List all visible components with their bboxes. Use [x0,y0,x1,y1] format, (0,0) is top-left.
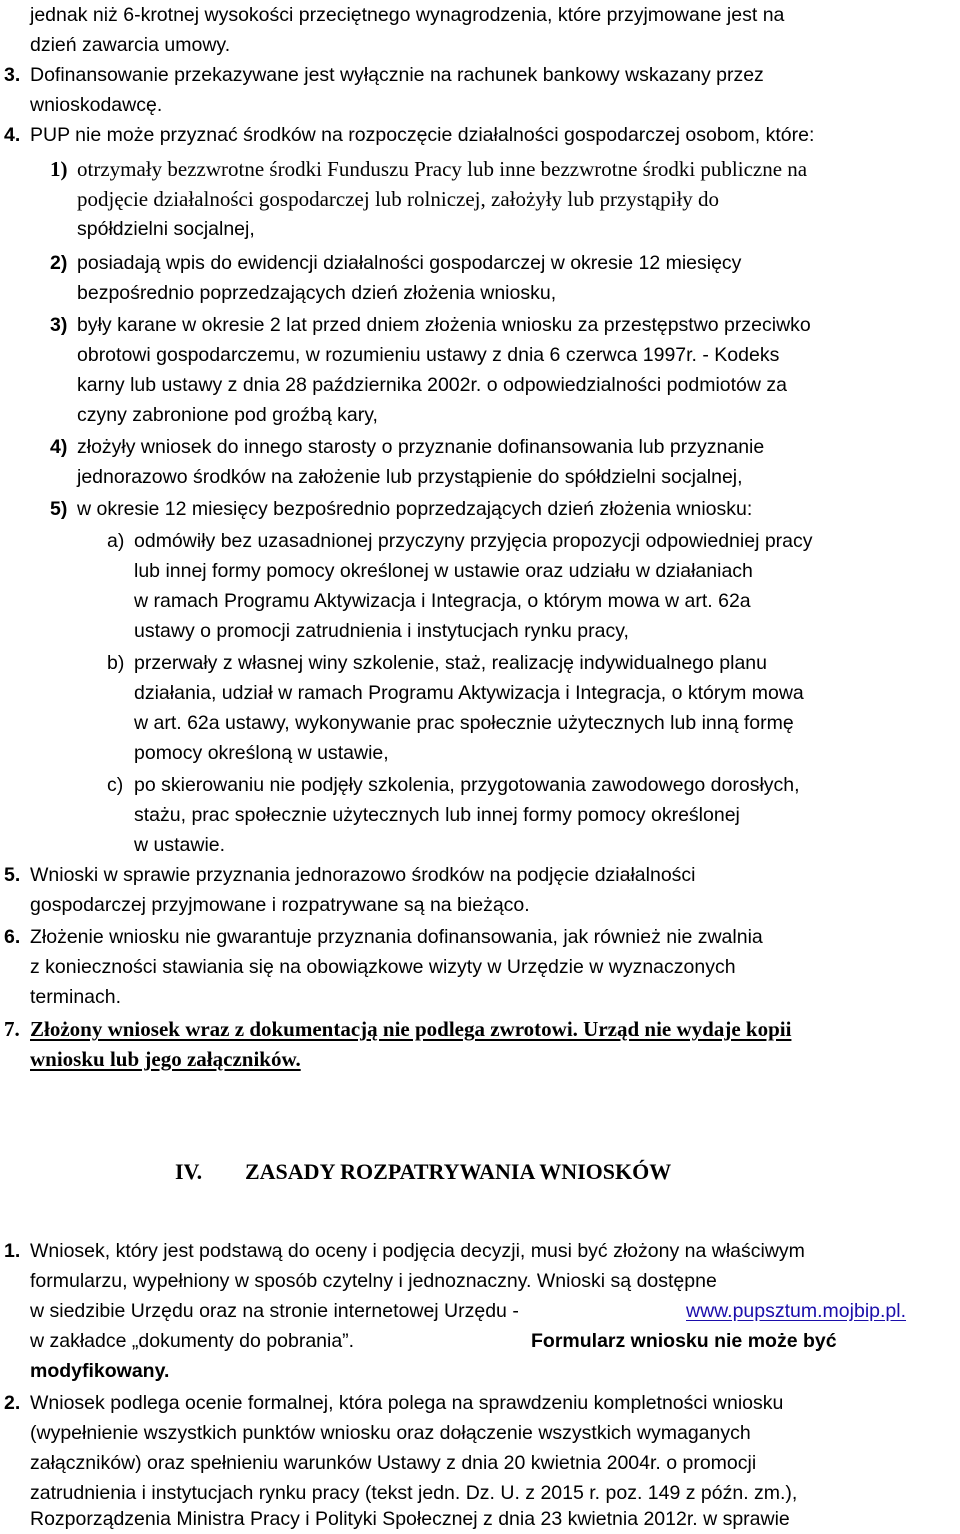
section-item-1 [0,1236,960,1266]
sub-item-text: po skierowaniu nie podjęły szkolenia, przygotowania zawodowego dorosłych, [134,774,800,796]
sub-item-text: pomocy określoną w ustawie, [134,742,389,764]
paragraph-number: 5. [4,864,21,886]
section-item-1-text: formularzu, wypełniony w sposób czytelny i jednoznaczny. Wnioski są dostępne [30,1270,717,1292]
paragraph-5-text: Wnioski w sprawie przyznania jednorazowo środków na podjęcie działalności [30,864,696,886]
sub-item-c [0,770,960,800]
list-item-4-cont [0,462,960,492]
sub-item-text: w ramach Programu Aktywizacja i Integracja, o którym mowa w art. 62a [134,590,751,612]
paragraph-6-text: terminach. [30,986,122,1008]
section-item-2-cont [0,1448,960,1478]
paragraph-7-text: wniosku lub jego załączników. [30,1047,301,1071]
sub-item-b [0,648,960,678]
paragraph-number: 6. [4,926,21,948]
section-item-2 [0,1388,960,1418]
section-item-2-text: zatrudnienia i instytucjach rynku pracy (tekst jedn. Dz. U. z 2015 r. poz. 149 z późn. zm.), [30,1482,798,1504]
sub-item-text: lub innej formy pomocy określonej w ustawie oraz udziału w działaniach [134,560,753,582]
paragraph-4-text-1: PUP nie może przyznać środków na rozpoczęcie działalności gospodarczej osobom, które: [30,124,815,146]
list-item-text: były karane w okresie 2 lat przed dniem złożenia wniosku za przestępstwo przeciwko [77,314,811,336]
paragraph-5 [0,860,960,890]
website-link[interactable]: www.pupsztum.mojbip.pl. [686,1300,907,1322]
section-item-2-text: (wypełnienie wszystkich punktów wniosku oraz dołączenie wszystkich wymaganych [30,1422,751,1444]
section-title: ZASADY ROZPATRYWANIA WNIOSKÓW [245,1159,672,1184]
paragraph-number: 2. [4,1392,21,1414]
paragraph-3-text-1: Dofinansowanie przekazywane jest wyłącznie na rachunek bankowy wskazany przez [30,64,764,86]
list-item-number: 5) [50,498,68,520]
sub-item-text: w art. 62a ustawy, wykonywanie prac społecznie użytecznych lub inną formę [134,712,794,734]
sub-item-b-cont [0,678,960,708]
sub-item-text: w ustawie. [134,834,226,856]
list-item-number: 3) [50,314,68,336]
paragraph-number: 4. [4,124,21,146]
paragraph-5-text: gospodarczej przyjmowane i rozpatrywane są na bieżąco. [30,894,530,916]
paragraph-6-text: z konieczności stawiania się na obowiązkowe wizyty w Urzędzie w wyznaczonych [30,956,736,978]
paragraph-number: 7. [4,1017,20,1041]
list-item-text: jednorazowo środków na założenie lub przystąpienie do spółdzielni socjalnej, [77,466,743,488]
list-item-number: 4) [50,436,68,458]
sub-item-a-cont [0,556,960,586]
list-item-3-cont [0,370,960,400]
intro-text-1: jednak niż 6-krotnej wysokości przeciętnego wynagrodzenia, które przyjmowane jest na [30,4,785,26]
list-item-text: czyny zabronione pod groźbą kary, [77,404,378,426]
list-item-text: w okresie 12 miesięcy bezpośrednio poprzedzających dzień złożenia wniosku: [77,498,753,520]
section-item-2-text: załączników) oraz spełnieniu warunków Ustawy z dnia 20 kwietnia 2004r. o promocji [30,1452,757,1474]
list-item-text: posiadają wpis do ewidencji działalności gospodarczej w okresie 12 miesięcy [77,252,742,274]
section-item-1-cont [0,1266,960,1296]
list-item-3 [0,310,960,340]
paragraph-number: 1. [4,1240,21,1262]
intro-line [0,30,960,60]
section-item-1-bold-text: Formularz wniosku nie może być [531,1330,837,1352]
paragraph-6-text: Złożenie wniosku nie gwarantuje przyznania dofinansowania, jak również nie zwalnia [30,926,763,948]
paragraph-6-cont [0,982,960,1012]
sub-item-text: stażu, prac społecznie użytecznych lub innej formy pomocy określonej [134,804,740,826]
paragraph-6-cont [0,952,960,982]
paragraph-6 [0,922,960,952]
list-item-number: 2) [50,252,68,274]
list-item-3-cont [0,400,960,430]
list-item-text: karny lub ustawy z dnia 28 października 2002r. o odpowiedzialności podmiotów za [77,374,787,396]
sub-item-text: ustawy o promocji zatrudnienia i instytucjach rynku pracy, [134,620,629,642]
paragraph-5-cont [0,890,960,920]
section-item-1-cont [0,1326,960,1356]
section-item-2-cont [0,1504,960,1534]
section-item-1-cont [0,1356,960,1386]
sub-item-text: działania, udział w ramach Programu Aktywizacja i Integracja, o którym mowa [134,682,804,704]
sub-item-letter: b) [107,652,125,674]
sub-item-letter: c) [107,774,124,796]
list-item-text: spółdzielni socjalnej, [77,218,255,240]
list-item-text: otrzymały bezzwrotne środki Funduszu Pracy lub inne bezzwrotne środki publiczne na [77,157,808,181]
paragraph-number: 3. [4,64,21,86]
section-item-1-text: w zakładce „dokumenty do pobrania”. [30,1330,355,1352]
paragraph-4 [0,120,960,150]
sub-item-letter: a) [107,530,125,552]
list-item-2 [0,248,960,278]
list-item-1 [0,154,960,184]
paragraph-7-text: Złożony wniosek wraz z dokumentacją nie podlega zwrotowi. Urząd nie wydaje kopii [30,1017,792,1041]
list-item-number: 1) [50,157,68,181]
sub-item-a-cont [0,616,960,646]
section-item-1-text: w siedzibie Urzędu oraz na stronie internetowej Urzędu - [30,1300,519,1322]
section-item-2-text: Wniosek podlega ocenie formalnej, która polega na sprawdzeniu kompletności wniosku [30,1392,784,1414]
sub-item-text: przerwały z własnej winy szkolenie, staż, realizację indywidualnego planu [134,652,767,674]
list-item-1-cont [0,214,960,244]
paragraph-3-text-2: wnioskodawcę. [30,94,163,116]
section-item-1-bold-text: modyfikowany. [30,1360,170,1382]
list-item-4 [0,432,960,462]
list-item-text: podjęcie działalności gospodarczej lub rolniczej, założyły lub przystąpiły do [77,187,720,211]
section-number: IV. [175,1159,203,1184]
section-item-2-text: Rozporządzenia Ministra Pracy i Polityki Społecznej z dnia 23 kwietnia 2012r. w sprawie [30,1508,790,1530]
sub-item-text: odmówiły bez uzasadnionej przyczyny przyjęcia propozycji odpowiedniej pracy [134,530,813,552]
list-item-2-cont [0,278,960,308]
sub-item-a [0,526,960,556]
list-item-text: złożyły wniosek do innego starosty o przyznanie dofinansowania lub przyznanie [77,436,765,458]
list-item-1-cont [0,184,960,214]
paragraph-3-cont [0,90,960,120]
sub-item-b-cont [0,708,960,738]
list-item-text: bezpośrednio poprzedzających dzień złożenia wniosku, [77,282,557,304]
list-item-3-cont [0,340,960,370]
sub-item-c-cont [0,800,960,830]
sub-item-c-cont [0,830,960,860]
list-item-text: obrotowi gospodarczemu, w rozumieniu ustawy z dnia 6 czerwca 1997r. - Kodeks [77,344,780,366]
sub-item-b-cont [0,738,960,768]
intro-line [0,0,960,30]
section-item-1-text: Wniosek, który jest podstawą do oceny i podjęcia decyzji, musi być złożony na właściwym [30,1240,805,1262]
sub-item-a-cont [0,586,960,616]
list-item-5 [0,494,960,524]
section-item-2-cont [0,1418,960,1448]
paragraph-3 [0,60,960,90]
intro-text-2: dzień zawarcia umowy. [30,34,231,56]
paragraph-7-cont [0,1044,960,1074]
paragraph-7 [0,1014,960,1044]
section-item-1-cont [0,1296,960,1326]
